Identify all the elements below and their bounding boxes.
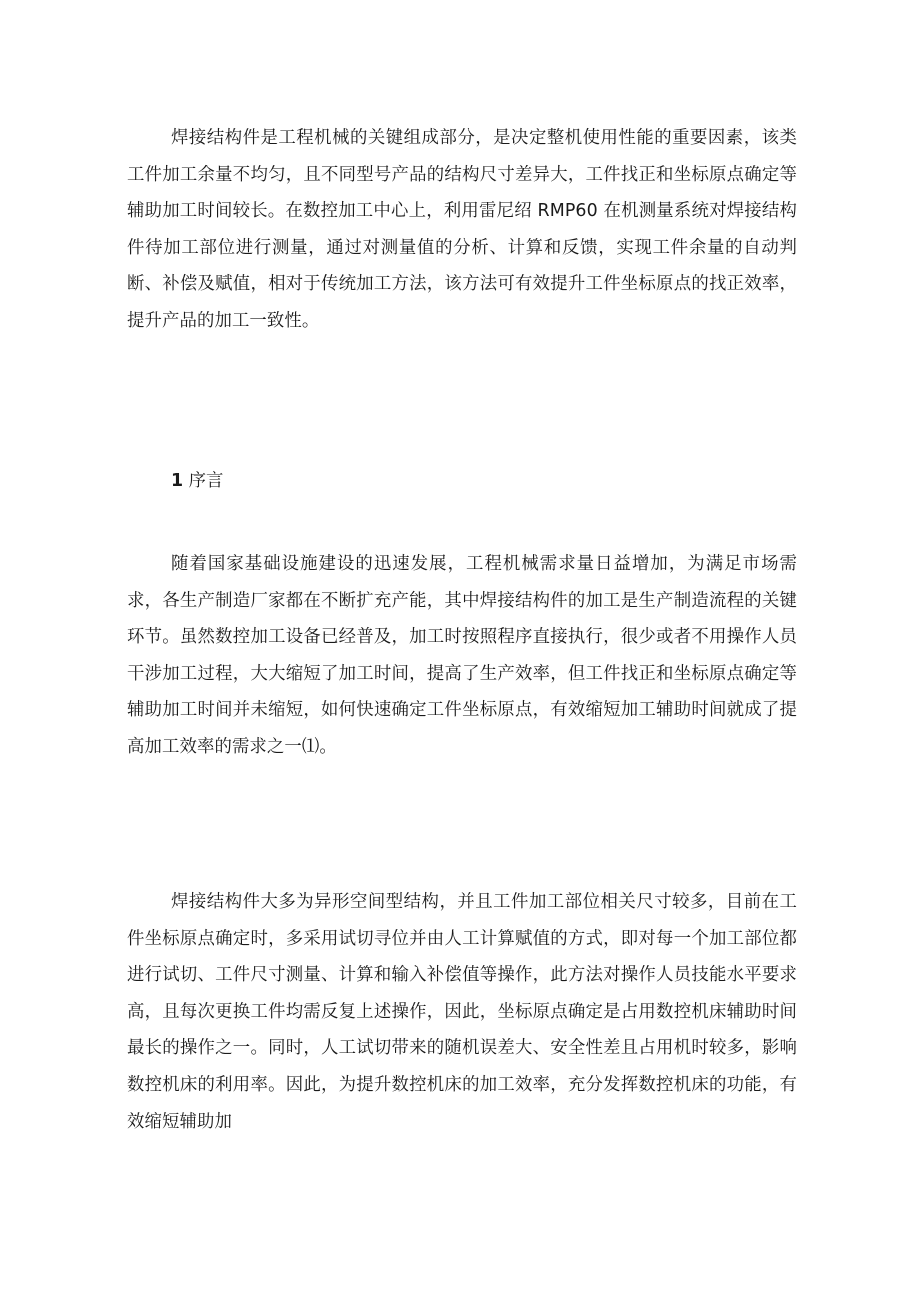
- section-title: 序言: [188, 471, 224, 491]
- abstract-paragraph: 焊接结构件是工程机械的关键组成部分，是决定整机使用性能的重要因素，该类工件加工余量不均匀，且不同型号产品的结构尺寸差异大，工件找正和坐标原点确定等辅助加工时间较长。在数控加工中心上，利用雷尼绍 RMP60 在机测量系统对焊接结构件待加工部位进行测量，通过对测量值的分析、计算和反馈，实现工件余量的自动判断、补偿及赋值，相对于传统加工方法，该方法可有效提升工件坐标原点的找正效率，提升产品的加工一致性。: [127, 128, 797, 331]
- section-heading: [171, 463, 223, 499]
- intro-paragraph-2: 焊接结构件大多为异形空间型结构，并且工件加工部位相关尺寸较多，目前在工件坐标原点确定时，多采用试切寻位并由人工计算赋值的方式，即对每一个加工部位都进行试切、工件尺寸测量、计算和输入补偿值等操作，此方法对操作人员技能水平要求高，且每次更换工件均需反复上述操作，因此，坐标原点确定是占用数控机床辅助时间最长的操作之一。同时，人工试切带来的随机误差大、安全性差且占用机时较多，影响数控机床的利用率。因此，为提升数控机床的加工效率，充分发挥数控机床的功能，有效缩短辅助加: [127, 892, 797, 1132]
- section-number: 1: [171, 471, 184, 491]
- intro-paragraph-1: 随着国家基础设施建设的迅速发展，工程机械需求量日益增加，为满足市场需求，各生产制造厂家都在不断扩充产能，其中焊接结构件的加工是生产制造流程的关键环节。虽然数控加工设备已经普及，加工时按照程序直接执行，很少或者不用操作人员干涉加工过程，大大缩短了加工时间，提高了生产效率，但工件找正和坐标原点确定等辅助加工时间并未缩短，如何快速确定工件坐标原点，有效缩短加工辅助时间就成了提高加工效率的需求之一⑴。: [127, 554, 797, 757]
